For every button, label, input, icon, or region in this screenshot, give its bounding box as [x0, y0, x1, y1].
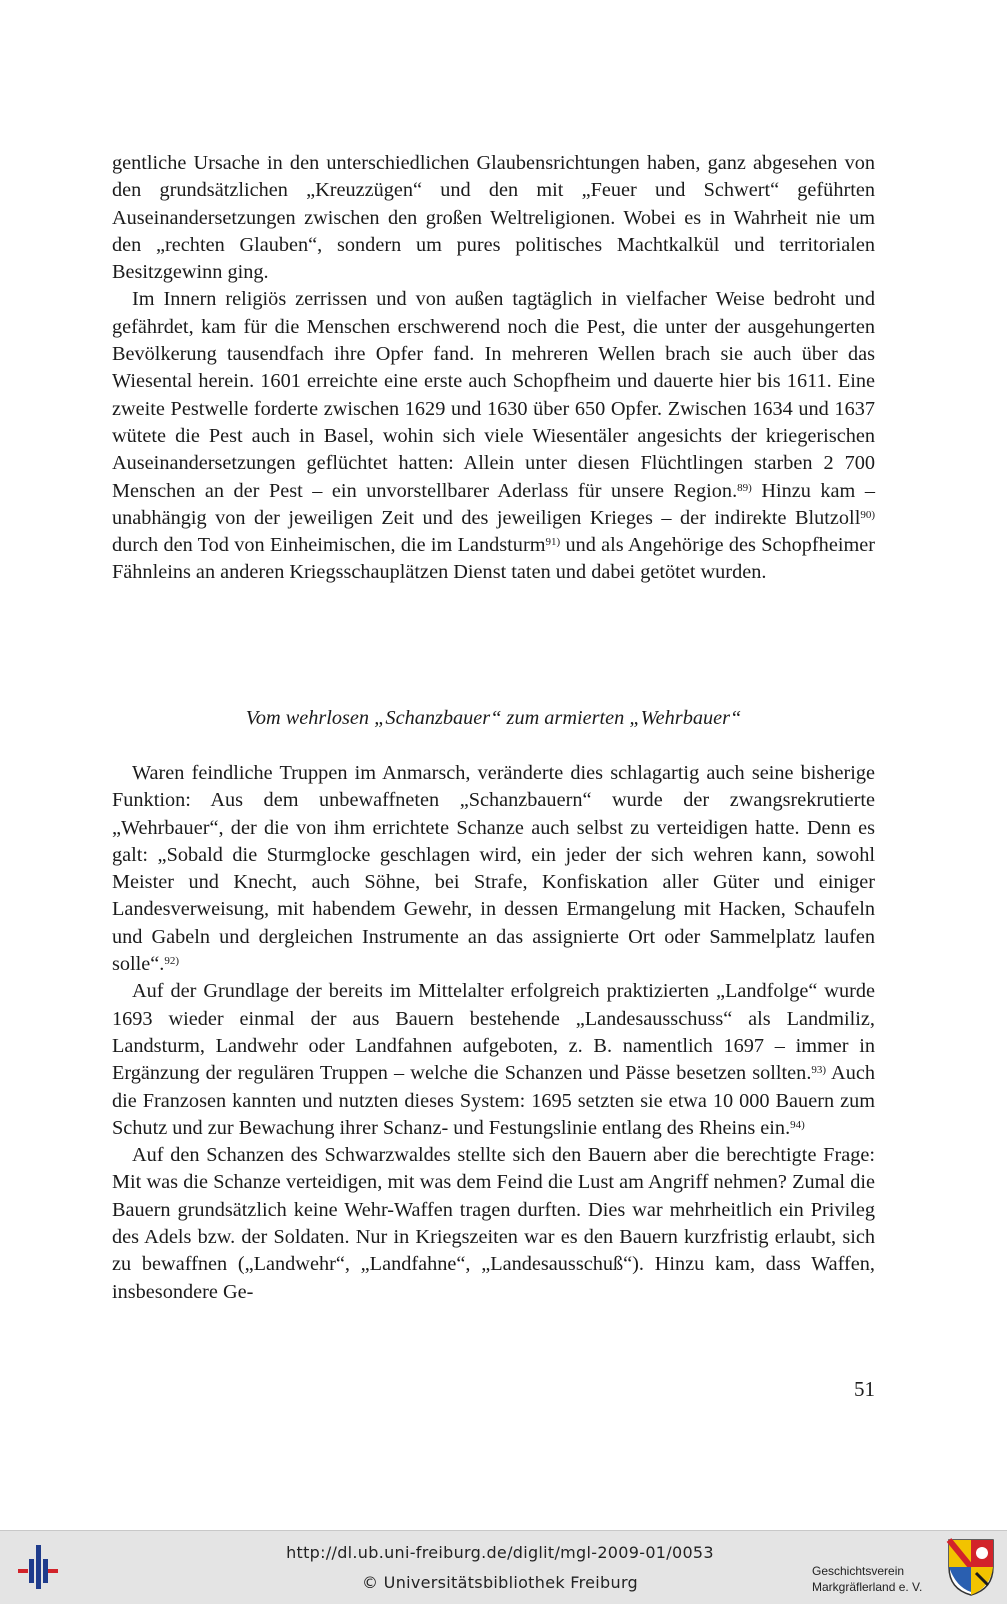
- paragraph-4: [112, 978, 875, 1142]
- footer-bar: [0, 1530, 1007, 1604]
- body-text-top: [112, 150, 875, 587]
- society-line-1: Geschichtsverein: [812, 1564, 905, 1578]
- body-text-bottom: [112, 760, 875, 1306]
- paragraph-3: [112, 760, 875, 978]
- footnote-ref-93: 93): [811, 1064, 827, 1077]
- page-number: 51: [854, 1377, 875, 1401]
- ub-freiburg-logo-icon: [14, 1541, 62, 1593]
- society-name: [812, 1563, 942, 1595]
- paragraph-4-text-1: Auf der Grundlage der bereits im Mittelalter erfolgreich praktizierten „Landfolge“ wurde 1693 wieder einmal der aus Bauern bestehende „Landesausschuss“ als Landmiliz, Landsturm, Landwehr oder Landfahnen aufgeboten, z. B. namentlich 1697 – immer in Ergänzung der regulären Truppen – welche die Schanzen und Pässe besetzen sollten.: [112, 980, 875, 1085]
- paragraph-2: [112, 286, 875, 586]
- paragraph-2-text-4: und als Angehörige des Schopfheimer Fähnleins an anderen Kriegsschauplätzen Dienst taten und dabei getötet wurden.: [112, 534, 875, 584]
- footer-copyright: © Universitätsbibliothek Freiburg: [362, 1573, 638, 1592]
- footnote-ref-89: 89): [737, 481, 752, 494]
- paragraph-4-text-2: Auch die Franzosen kannten und nutzten dieses System: 1695 setzten sie etwa 10 000 Bauern zum Schutz und zur Bewachung ihrer Schanz- und Festungslinie entlang des Rheins ein.: [112, 1062, 875, 1139]
- paragraph-2-text-2: Hinzu kam – unabhängig von der jeweiligen Zeit und des jeweiligen Krieges – der indirekte Blutzoll: [112, 479, 875, 529]
- footnote-ref-94: 94): [790, 1118, 805, 1131]
- coat-of-arms-icon: [946, 1537, 996, 1597]
- footnote-ref-92: 92): [164, 955, 180, 968]
- paragraph-5-text-1: Auf den Schanzen des Schwarzwaldes stellte sich den Bauern aber die berechtigte Frage: Mit was die Schanze verteidigen, mit was dem Feind die Lust am Angriff nehmen? Zumal die Bauern grundsätzlich keine Wehr-Waffen tragen durften. Dies war mehrheitlich ein Privileg des Adels bzw. der Soldaten. Nur in Kriegszeiten war es den Bauern kurzfristig erlaubt, sich zu bewaffnen („Landwehr“, „Landfahne“, „Landesausschuß“). Hinzu kam, dass Waffen, insbesondere Ge-: [112, 1144, 875, 1303]
- paragraph-2-text-3: durch den Tod von Einheimischen, die im Landsturm: [112, 534, 546, 557]
- footer-url-link[interactable]: http://dl.ub.uni-freiburg.de/diglit/mgl-2009-01/0053: [286, 1543, 714, 1562]
- paragraph-1: gentliche Ursache in den unterschiedlichen Glaubensrichtungen haben, ganz abgesehen von den grundsätzlichen „Kreuzzügen“ und den mit „Feuer und Schwert“ geführten Auseinandersetzungen zwischen den großen Weltreligionen. Wobei es in Wahrheit nie um den „rechten Glauben“, sondern um pures politisches Machtkalkül und territorialen Besitzgewinn ging.: [112, 152, 875, 284]
- footnote-ref-90: 90): [860, 508, 875, 521]
- paragraph-3-text-1: Waren feindliche Truppen im Anmarsch, veränderte dies schlagartig auch seine bisherige Funktion: Aus dem unbewaffneten „Schanzbauern“ wurde der zwangsrekrutierte „Wehrbauer“, der die von ihm errichtete Schanze auch selbst zu verteidigen hatte. Denn es galt: „Sobald die Sturmglocke geschlagen wird, ein jeder der sich wehren kann, sowohl Meister und Knecht, auch Söhne, bei Strafe, Konfiskation aller Güter und einiger Landesverweisung, mit habendem Gewehr, in dessen Ermangelung mit Hacken, Schaufeln und Gabeln und dergleichen Instrumente an das assignierte Ort oder Sammelplatz laufen solle“.: [112, 762, 875, 976]
- footnote-ref-91: 91): [545, 536, 561, 549]
- society-line-2: Markgräflerland e. V.: [812, 1580, 923, 1594]
- paragraph-2-text-1: Im Innern religiös zerrissen und von außen tagtäglich in vielfacher Weise bedroht und gefährdet, kam für die Menschen erschwerend noch die Pest, die unter der ausgehungerten Bevölkerung tausendfach ihre Opfer fand. In mehreren Wellen brach sie auch über das Wiesental herein. 1601 erreichte eine erste auch Schopfheim und dauerte hier bis 1611. Eine zweite Pestwelle forderte zwischen 1629 und 1630 über 650 Opfer. Zwischen 1634 und 1637 wütete die Pest auch in Basel, wohin sich viele Wiesentäler angesichts der kriegerischen Auseinandersetzungen geflüchtet hatten: Allein unter diesen Flüchtlingen starben 2 700 Menschen an der Pest – ein unvorstellbarer Aderlass für unsere Region.: [112, 288, 875, 502]
- section-heading: Vom wehrlosen „Schanzbauer“ zum armierten „Wehrbauer“: [245, 707, 742, 729]
- paragraph-5: [112, 1142, 875, 1306]
